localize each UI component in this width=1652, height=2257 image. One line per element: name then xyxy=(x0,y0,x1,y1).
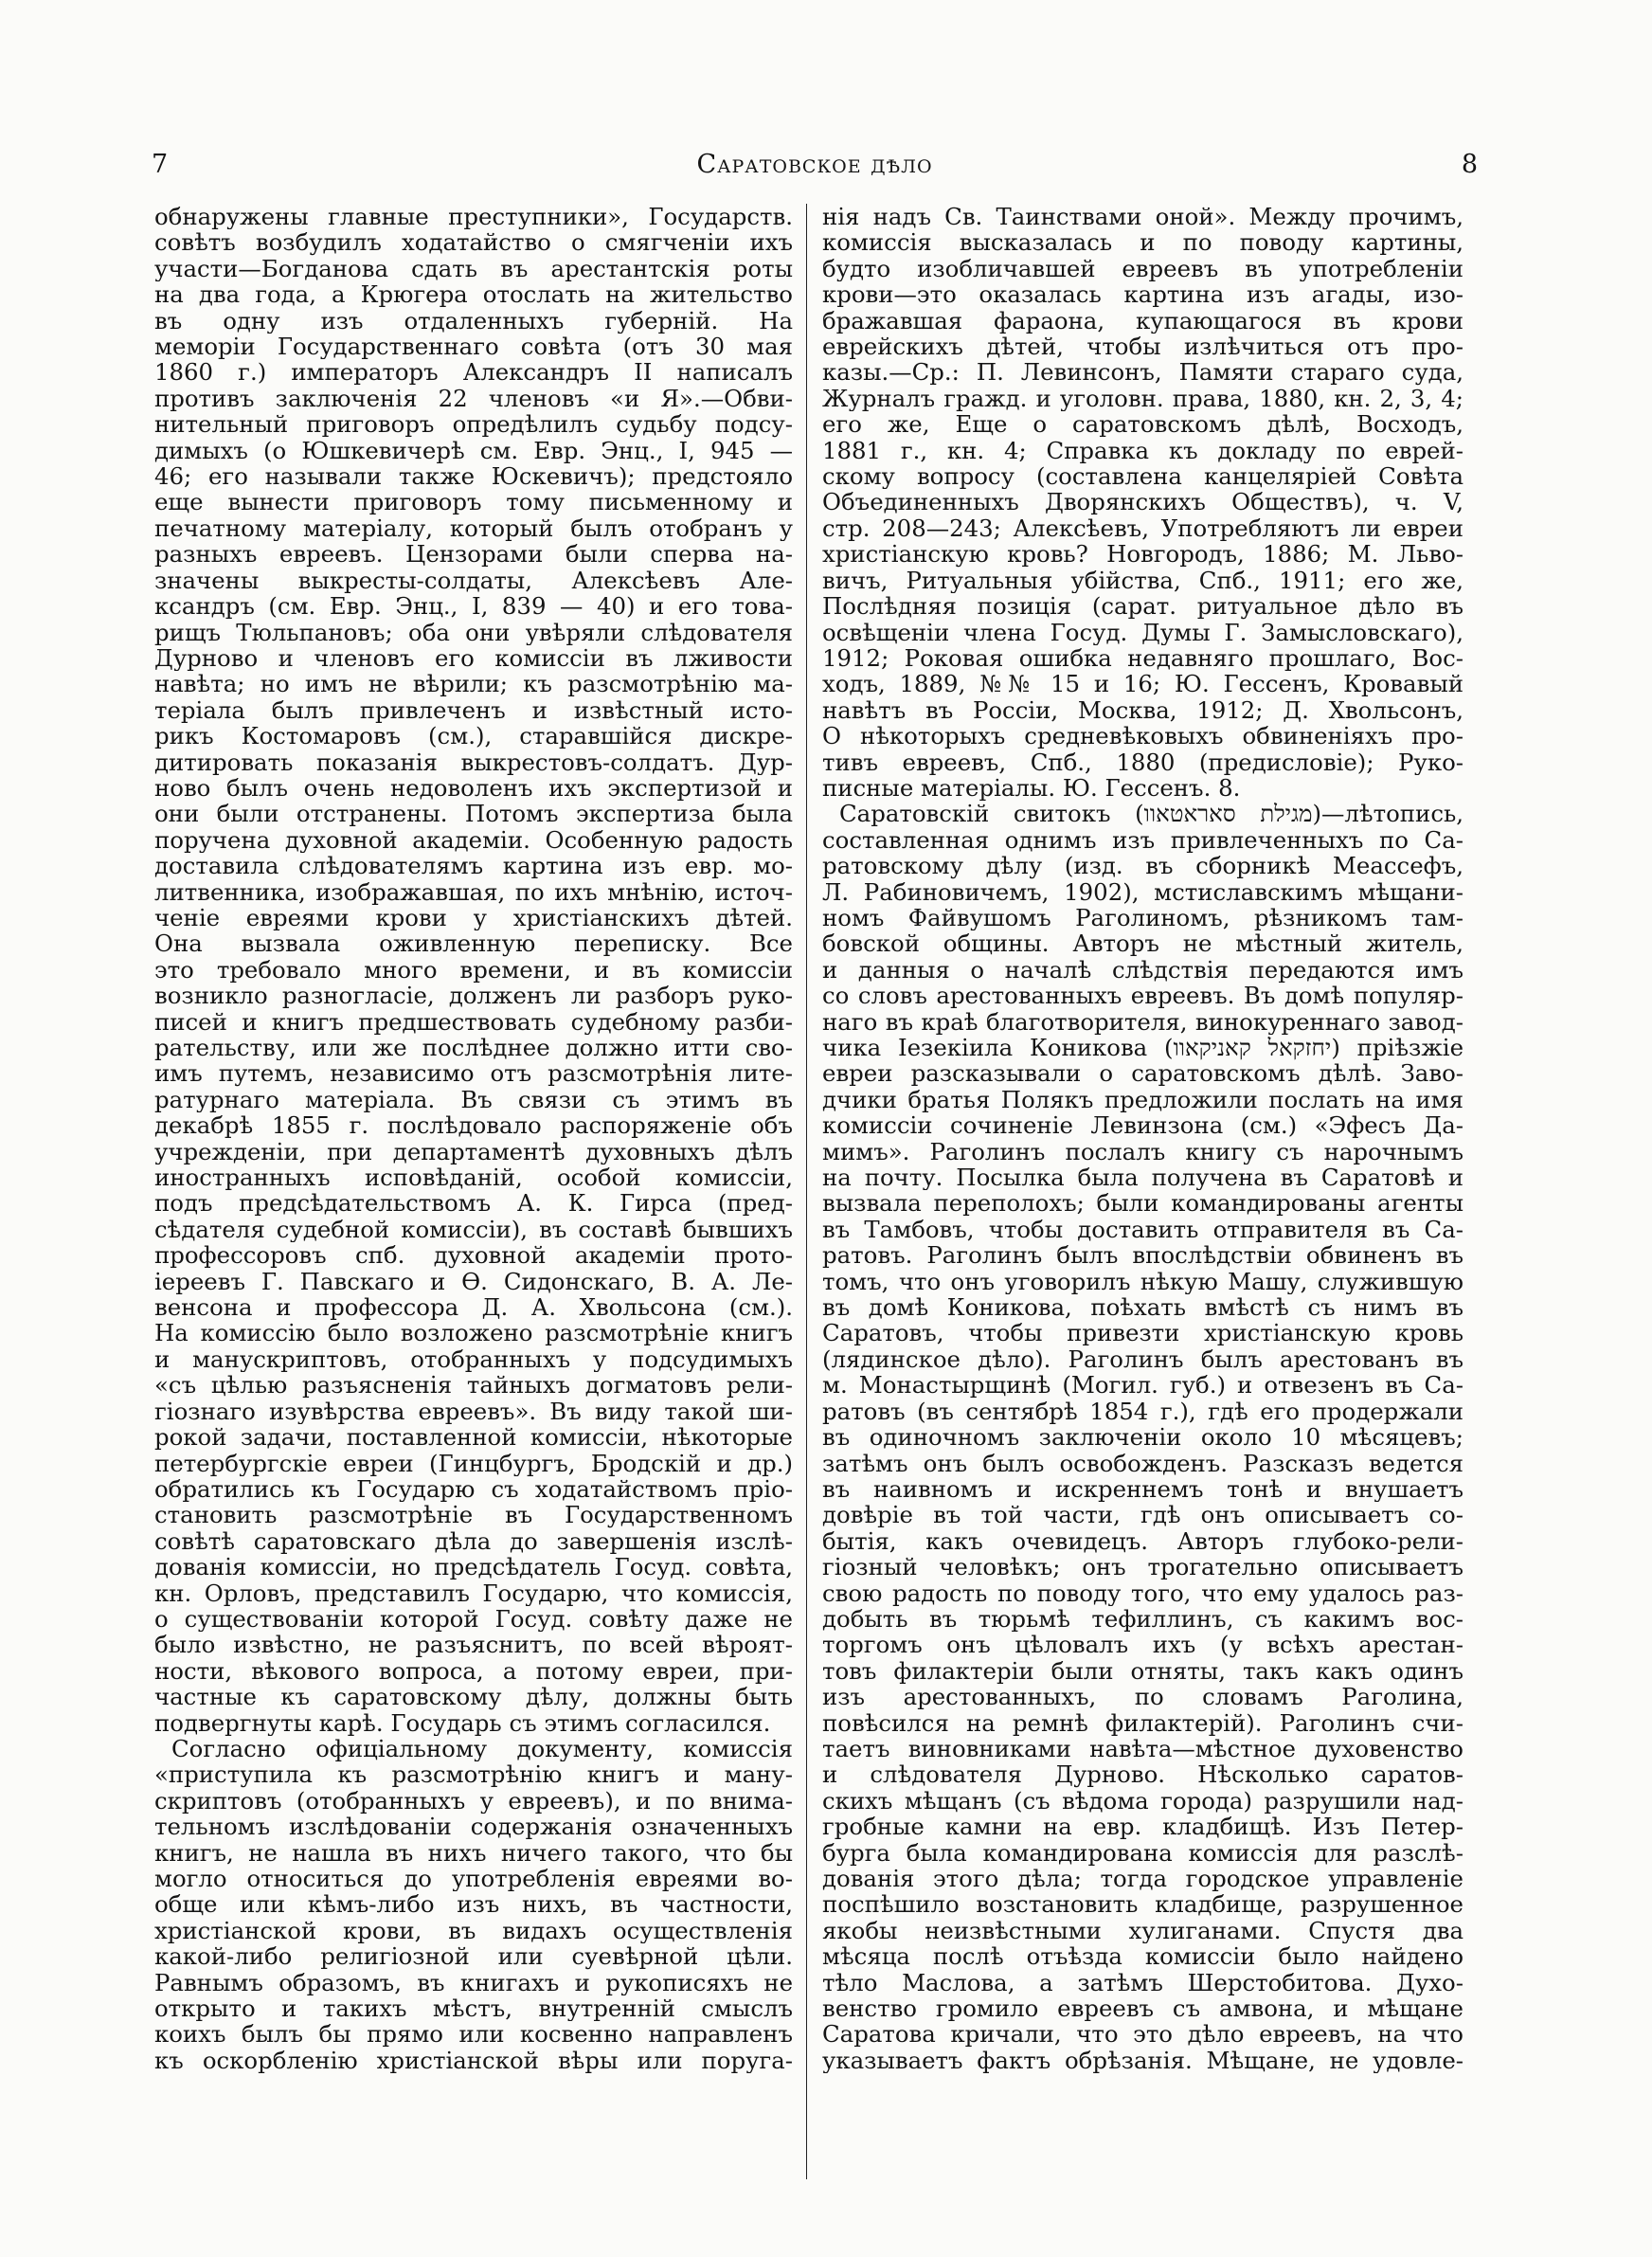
text-line: ксандръ (см. Евр. Энц., I, 839 — 40) и его това- xyxy=(154,593,793,620)
page-number-left: 7 xyxy=(152,150,169,179)
text-line: казы.—Ср.: П. Левинсонъ, Памяти стараго суда, xyxy=(822,359,1463,386)
text-line: рательству, или же послѣднее должно итти сво- xyxy=(154,1035,793,1061)
text-line: тельномъ изслѣдованіи содержанія означенныхъ xyxy=(154,1814,793,1840)
text-line: книгъ, не нашла въ нихъ ничего такого, что бы xyxy=(154,1839,793,1866)
text-line: изъ арестованныхъ, по словамъ Раголина, xyxy=(822,1684,1463,1710)
text-line: рищъ Тюльпановъ; оба они увѣряли слѣдователя xyxy=(154,619,793,645)
text-line: Послѣдняя позиція (сарат. ритуальное дѣло въ xyxy=(822,593,1463,620)
text-line: еще вынести приговоръ тому письменному и xyxy=(154,489,793,515)
text-line: въ Тамбовъ, чтобы доставить отправителя въ Са- xyxy=(822,1216,1463,1243)
text-line: было извѣстно, не разъяснитъ, по всей вѣроят- xyxy=(154,1632,793,1658)
text-line: ходъ, 1889, №№ 15 и 16; Ю. Гессенъ, Кровавый xyxy=(822,671,1463,697)
text-line: возникло разногласіе, долженъ ли разборъ руко- xyxy=(154,983,793,1009)
text-line: м. Монастырщинѣ (Могил. губ.) и отвезенъ въ Са- xyxy=(822,1372,1463,1399)
text-line: гробные камни на евр. кладбищѣ. Изъ Петер- xyxy=(822,1814,1463,1840)
text-line: совѣтѣ саратовскаго дѣла до завершенія изслѣ- xyxy=(154,1527,793,1555)
text-line: добыть въ тюрьмѣ тефиллинъ, съ какимъ вос- xyxy=(822,1605,1463,1633)
text-line: въ одиночномъ заключеніи около 10 мѣсяцевъ; xyxy=(822,1424,1463,1451)
text-line: затѣмъ онъ былъ освобожденъ. Разсказъ ведется xyxy=(822,1450,1463,1476)
text-line: якобы неизвѣстными хулиганами. Спустя два xyxy=(822,1917,1463,1944)
text-line: бовской общины. Авторъ не мѣстный житель, xyxy=(822,930,1463,957)
text-line: гіозный человѣкъ; онъ трогательно описываетъ xyxy=(822,1554,1463,1580)
text-line: скриптовъ (отобранныхъ у евреевъ), и по внима- xyxy=(154,1787,793,1815)
text-line: Согласно офиціальному документу, комиссія xyxy=(171,1735,793,1762)
text-line: На комиссію было возложено разсмотрѣніе книгъ xyxy=(154,1320,793,1346)
text-line: комиссія высказалась и по поводу картины, xyxy=(822,229,1463,256)
text-line: «съ цѣлью разъясненія тайныхъ догматовъ рели- xyxy=(154,1372,793,1399)
text-line: ратовскому дѣлу (изд. въ сборникѣ Меассефъ, xyxy=(822,853,1463,879)
text-line: къ оскорбленію христіанской вѣры или поруга- xyxy=(154,2047,793,2074)
text-line: теріала былъ привлеченъ и извѣстный исто- xyxy=(154,696,793,724)
text-line: ности, вѣкового вопроса, а потому евреи, при- xyxy=(154,1657,793,1685)
text-line: наго въ краѣ благотворителя, винокуреннаго завод- xyxy=(822,1008,1463,1035)
text-line: тѣло Маслова, а затѣмъ Шерстобитова. Духо- xyxy=(822,1969,1463,1996)
text-line: венсона и профессора Д. А. Хвольсона (см.). xyxy=(154,1294,793,1321)
text-line: поручена духовной академіи. Особенную радость xyxy=(154,826,793,854)
text-line: дованія этого дѣла; тогда городское управленіе xyxy=(822,1866,1463,1892)
text-line: димыхъ (о Юшкевичерѣ см. Евр. Энц., I, 945 — xyxy=(154,437,793,464)
page-number-right: 8 xyxy=(1461,150,1478,179)
text-line: крови—это оказалась картина изъ агады, изо- xyxy=(822,281,1463,308)
text-line: номъ Файвушомъ Раголиномъ, рѣзникомъ там- xyxy=(822,904,1463,931)
text-line: коихъ былъ бы прямо или косвенно направленъ xyxy=(154,2021,793,2048)
right-column xyxy=(822,204,1463,2073)
text-line: составленная однимъ изъ привлеченныхъ по Са- xyxy=(822,826,1463,854)
text-line: мимъ». Раголинъ послалъ книгу съ нарочнымъ xyxy=(822,1138,1463,1165)
text-line: Саратовъ, чтобы привезти христіанскую кровь xyxy=(822,1320,1463,1346)
text-line: (лядинское дѣло). Раголинъ былъ арестованъ въ xyxy=(822,1345,1463,1373)
left-column xyxy=(154,204,793,2073)
text-line: рикъ Костомаровъ (см.), старавшійся дискре- xyxy=(154,723,793,749)
text-line: ратовъ (въ сентябрѣ 1854 г.), гдѣ его продержали xyxy=(822,1398,1463,1425)
text-line: петербургскіе евреи (Гинцбургъ, Бродскій и др.) xyxy=(154,1450,793,1476)
text-line: томъ, что онъ уговорилъ нѣкую Машу, служившую xyxy=(822,1268,1463,1295)
text-line: еврейскихъ дѣтей, чтобы излѣчиться отъ про- xyxy=(822,334,1463,360)
text-line: вичъ, Ритуальныя убійства, Спб., 1911; его же, xyxy=(822,567,1463,594)
text-line: бытія, какъ очевидецъ. Авторъ глубоко-рели- xyxy=(822,1527,1463,1555)
text-line: евреи разсказывали о саратовскомъ дѣлѣ. Заво- xyxy=(822,1060,1463,1087)
text-line: обнаружены главные преступники», Государств. xyxy=(154,204,793,230)
text-line: скому вопросу (составлена канцеляріей Совѣта xyxy=(822,463,1463,490)
text-line: иностранныхъ исповѣданій, особой комиссіи, xyxy=(154,1165,793,1191)
text-line: становить разсмотрѣніе въ Государственномъ xyxy=(154,1502,793,1528)
text-line: 1912; Роковая ошибка недавняго прошлаго, Вос- xyxy=(822,644,1463,672)
text-line: бурга была командирована комиссія для разслѣ- xyxy=(822,1839,1463,1866)
text-line: Дурново и членовъ его комиссіи въ лживости xyxy=(154,644,793,672)
text-line: литвенника, изображавшая, по ихъ мнѣнію, источ- xyxy=(154,878,793,905)
text-line: противъ заключенія 22 членовъ «и Я».—Обви- xyxy=(154,385,793,412)
text-line: частные къ саратовскому дѣлу, должны быть xyxy=(154,1684,793,1710)
text-line: вызвала переполохъ; были командированы агенты xyxy=(822,1190,1463,1217)
text-line: о существованіи которой Госуд. совѣту даже не xyxy=(154,1605,793,1633)
text-line: повѣсился на ремнѣ филактерій). Раголинъ счи- xyxy=(822,1709,1463,1736)
text-line: дитировать показанія выкрестовъ-солдатъ. Дур- xyxy=(154,749,793,775)
text-line: торгомъ онъ цѣловалъ ихъ (у всѣхъ арестан- xyxy=(822,1632,1463,1658)
text-line: гіознаго изувѣрства евреевъ». Въ виду такой ши- xyxy=(154,1398,793,1425)
text-line: подъ предсѣдательствомъ А. К. Гирса (пред- xyxy=(154,1190,793,1217)
text-line: на почту. Посылка была получена въ Саратовѣ и xyxy=(822,1165,1463,1191)
text-line: товъ филактеріи были отняты, такъ какъ одинъ xyxy=(822,1657,1463,1685)
text-line: декабрѣ 1855 г. послѣдовало распоряженіе объ xyxy=(154,1112,793,1139)
text-line: обще или кѣмъ-либо изъ нихъ, въ частности, xyxy=(154,1891,793,1918)
text-line: кн. Орловъ, представилъ Государю, что комиссія, xyxy=(154,1580,793,1606)
text-line: венство громило евреевъ съ амвона, и мѣщане xyxy=(822,1995,1463,2022)
text-line: Равнымъ образомъ, въ книгахъ и рукописяхъ не xyxy=(154,1969,793,1996)
text-line: чика Іезекіила Коникова (יחזקאל קאניקאוו) пріѣзжіе xyxy=(822,1035,1463,1061)
text-line: нительный приговоръ опредѣлилъ судьбу подсу- xyxy=(154,411,793,438)
text-line: будто изобличавшей евреевъ въ употребленіи xyxy=(822,255,1463,282)
text-line: разныхъ евреевъ. Цензорами были сперва на- xyxy=(154,541,793,568)
text-line: совѣтъ возбудилъ ходатайство о смягченіи ихъ xyxy=(154,229,793,256)
text-line: печатному матеріалу, который былъ отобранъ у xyxy=(154,515,793,542)
text-line: Журналъ гражд. и уголовн. права, 1880, кн. 2, 3, 4; xyxy=(822,385,1463,412)
text-line: Саратова кричали, что это дѣло евреевъ, на что xyxy=(822,2021,1463,2048)
text-line: 1860 г.) императоръ Александръ II написалъ xyxy=(154,359,793,386)
text-line: въ одну изъ отдаленныхъ губерній. На xyxy=(154,307,793,334)
text-line: Л. Рабиновичемъ, 1902), мстиславскимъ мѣщани- xyxy=(822,878,1463,905)
text-line: комиссіи сочиненіе Левинзона (см.) «Эфесъ Да- xyxy=(822,1112,1463,1139)
text-line: поспѣшило возстановить кладбище, разрушенное xyxy=(822,1891,1463,1918)
text-line: навѣта; но имъ не вѣрили; къ разсмотрѣнію ма- xyxy=(154,671,793,697)
text-line: значены выкресты-солдаты, Алексѣевъ Але- xyxy=(154,567,793,594)
text-line: тивъ евреевъ, Спб., 1880 (предисловіе); Руко- xyxy=(822,749,1463,775)
text-line: ратовъ. Раголинъ былъ впослѣдствіи обвиненъ въ xyxy=(822,1242,1463,1269)
text-line: Саратовскій свитокъ (מגילת סאראטאוו)—лѣтопись, xyxy=(839,801,1463,827)
text-line: его же, Еще о саратовскомъ дѣлѣ, Восходъ, xyxy=(822,411,1463,438)
text-line: указываетъ фактъ обрѣзанія. Мѣщане, не удовле- xyxy=(822,2047,1463,2074)
text-line: въ наивномъ и искреннемъ тонѣ и внушаетъ xyxy=(822,1475,1463,1503)
text-line: іереевъ Г. Павскаго и Ѳ. Сидонскаго, В. А. Ле- xyxy=(154,1268,793,1295)
text-line: Объединенныхъ Дворянскихъ Обществъ), ч. V, xyxy=(822,489,1463,515)
text-line: довѣріе въ той части, гдѣ онъ описываетъ со- xyxy=(822,1502,1463,1528)
text-line: меморіи Государственнаго совѣта (отъ 30 мая xyxy=(154,334,793,360)
text-line: освѣщеніи члена Госуд. Думы Г. Замысловскаго), xyxy=(822,619,1463,645)
text-line: могло относиться до употребленія евреями во- xyxy=(154,1866,793,1892)
text-line: обратились къ Государю съ ходатайствомъ пріо- xyxy=(154,1475,793,1503)
column-divider xyxy=(806,204,807,2179)
text-line: на два года, а Крюгера отослать на жительство xyxy=(154,281,793,308)
text-line: рокой задачи, поставленной комиссіи, нѣкоторые xyxy=(154,1424,793,1451)
text-line: бражавшая фараона, купающагося въ крови xyxy=(822,307,1463,334)
text-line: и манускриптовъ, отобранныхъ у подсудимыхъ xyxy=(154,1345,793,1373)
text-line: «приступила къ разсмотрѣнію книгъ и ману- xyxy=(154,1761,793,1788)
text-line: доставила слѣдователямъ картина изъ евр. мо- xyxy=(154,853,793,879)
text-line: писей и книгъ предшествовать судебному разби- xyxy=(154,1008,793,1035)
text-line: и слѣдователя Дурново. Нѣсколько саратов- xyxy=(822,1761,1463,1788)
text-line: ратурнаго матеріала. Въ связи съ этимъ въ xyxy=(154,1086,793,1113)
text-line: таетъ виновниками навѣта—мѣстное духовенство xyxy=(822,1735,1463,1762)
text-line: мѣсяца послѣ отъѣзда комиссіи было найдено xyxy=(822,1943,1463,1970)
text-line: Она вызвала оживленную переписку. Все xyxy=(154,930,793,957)
text-line: навѣтъ въ Россіи, Москва, 1912; Д. Хвольсонъ, xyxy=(822,696,1463,724)
text-line: писные матеріалы. Ю. Гессенъ. 8. xyxy=(822,774,1241,802)
text-line: 46; его называли также Юскевичъ); предстояло xyxy=(154,463,793,490)
text-line: профессоровъ спб. духовной академіи прото- xyxy=(154,1242,793,1269)
text-line: они были отстранены. Потомъ экспертиза была xyxy=(154,801,793,827)
text-line: ченіе евреями крови у христіанскихъ дѣтей. xyxy=(154,904,793,931)
text-line: имъ путемъ, независимо отъ разсмотрѣнія лите- xyxy=(154,1060,793,1087)
text-line: ново былъ очень недоволенъ ихъ экспертизой и xyxy=(154,774,793,802)
text-line: стр. 208—243; Алексѣевъ, Употребляютъ ли евреи xyxy=(822,515,1463,542)
text-line: со словъ арестованныхъ евреевъ. Въ домѣ популяр- xyxy=(822,983,1463,1009)
text-line: учрежденіи, при департаментѣ духовныхъ дѣлъ xyxy=(154,1138,793,1165)
text-line: подвергнуты карѣ. Государь съ этимъ согласился. xyxy=(154,1709,771,1736)
text-line: дчики братья Полякъ предложили послать на имя xyxy=(822,1086,1463,1113)
text-line: О нѣкоторыхъ средневѣковыхъ обвиненіяхъ про- xyxy=(822,723,1463,749)
text-line: христіанской крови, въ видахъ осуществленія xyxy=(154,1917,793,1944)
text-line: дованія комиссіи, но предсѣдатель Госуд. совѣта, xyxy=(154,1554,793,1580)
running-title: Саратовское дѣло xyxy=(696,150,933,179)
text-line: свою радость по поводу того, что ему удалось раз- xyxy=(822,1580,1463,1606)
text-line: открыто и такихъ мѣстъ, внутренній смыслъ xyxy=(154,1995,793,2022)
text-line: нія надъ Св. Таинствами оной». Между прочимъ, xyxy=(822,204,1463,230)
text-line: христіанскую кровь? Новгородъ, 1886; М. Льво- xyxy=(822,541,1463,568)
text-line: это требовало много времени, и въ комиссіи xyxy=(154,956,793,984)
text-line: 1881 г., кн. 4; Справка къ докладу по еврей- xyxy=(822,437,1463,464)
text-line: какой-либо религіозной или суевѣрной цѣли. xyxy=(154,1943,793,1970)
text-line: участи—Богданова сдать въ арестантскія роты xyxy=(154,255,793,282)
page-header xyxy=(152,150,1478,188)
text-line: въ домѣ Коникова, поѣхать вмѣстѣ съ нимъ въ xyxy=(822,1294,1463,1321)
text-line: и данныя о началѣ слѣдствія передаются имъ xyxy=(822,956,1463,984)
text-line: сѣдателя судебной комиссіи), въ составѣ бывшихъ xyxy=(154,1216,793,1243)
text-line: скихъ мѣщанъ (съ вѣдома города) разрушили над- xyxy=(822,1787,1463,1815)
